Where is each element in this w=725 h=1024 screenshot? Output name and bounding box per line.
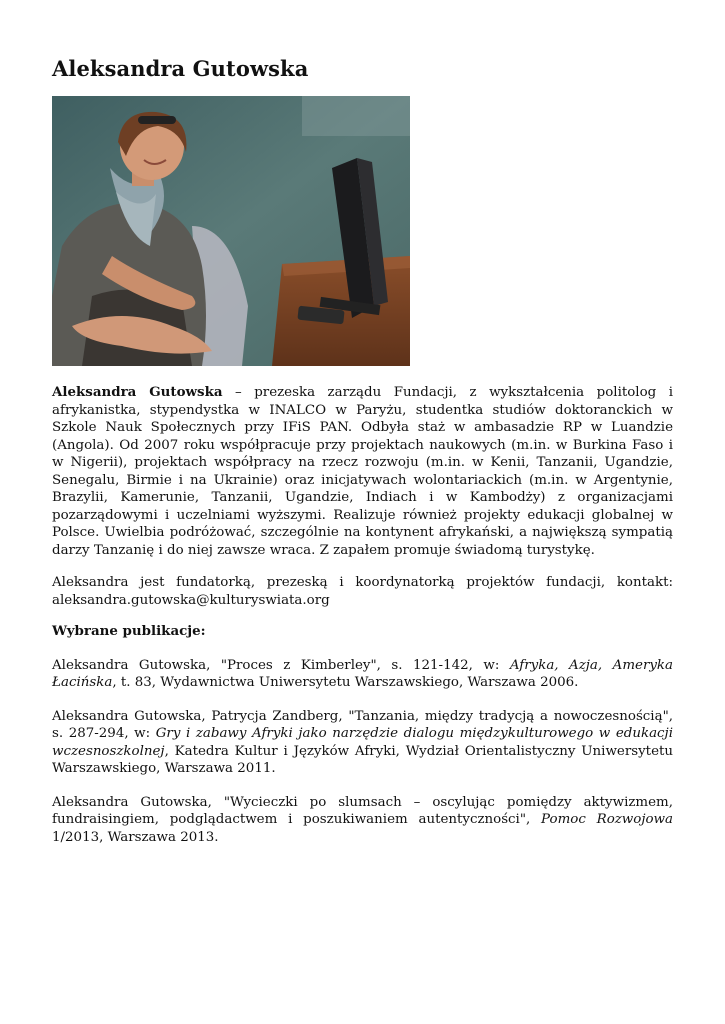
publication-text: Aleksandra Gutowska, Patrycja Zandberg, "Tanzania, między tradycją a nowoczesnością", s. 287-294, w: xyxy=(52,708,673,741)
publications-heading: Wybrane publikacje: xyxy=(52,623,206,639)
publication-source: Gry i zabawy Afryki jako narzędzie dialogu międzykulturowego w edukacji wczesnoszkolnej xyxy=(52,726,673,759)
publication-source: Pomoc Rozwojowa xyxy=(541,812,673,827)
contact-paragraph xyxy=(52,574,673,609)
publication-source: Afryka, Azja, Ameryka Łacińska xyxy=(52,657,674,690)
publication-item xyxy=(52,708,673,778)
publication-details: , Katedra Kultur i Języków Afryki, Wydział Orientalistyczny Uniwersytetu Warszawskiego, Warszawa 2011. xyxy=(52,743,673,776)
page-title: Aleksandra Gutowska xyxy=(52,56,309,81)
bio-paragraph xyxy=(52,384,673,559)
publication-text: Aleksandra Gutowska, "Wycieczki po slumsach – oscylując pomiędzy aktywizmem, fundraisingiem, podglądactwem i poszukiwaniem autentyczności", xyxy=(52,794,673,827)
bio-name: Aleksandra Gutowska xyxy=(52,384,223,400)
bio-text: – prezeska zarządu Fundacji, z wykształcenia politolog i afrykanistka, stypendystka w INALCO w Paryżu, studentka studiów doktoranckich w Szkole Nauk Społecznych przy IFiS PAN. Odbyła staż w ambasadzie RP w Luandzie (Angola). Od 2007 roku współpracuje przy projektach naukowych (m.in. w Burkina Faso i w Nigerii), projektach współpracy na rzecz rozwoju (m.in. w Kenii, Tanzanii, Ugandzie, Senegalu, Birmie i na Ukrainie) oraz inicjatywach wolontariackich (m.in. w Argentynie, Brazylii, Kamerunie, Tanzanii, Ugandzie, Indiach i w Kambodży) z organizacjami pozarządowymi i uczelniami wyższymi. Realizuje również projekty edukacji globalnej w Polsce. Uwielbia podróżować, szczególnie na kontynent afrykański, a największą sympatią darzy Tanzanię i do niej zawsze wraca. Z zapałem promuje świadomą turystykę. xyxy=(52,385,673,558)
publication-details: 1/2013, Warszawa 2013. xyxy=(52,829,219,845)
publication-text: Aleksandra Gutowska, "Proces z Kimberley", s. 121-142, w: xyxy=(52,657,510,673)
publication-item xyxy=(52,794,673,847)
contact-text: Aleksandra jest fundatorką, prezeską i koordynatorką projektów fundacji, kontakt: xyxy=(52,575,673,590)
publication-item xyxy=(52,657,673,692)
publication-details: , t. 83, Wydawnictwa Uniwersytetu Warszawskiego, Warszawa 2006. xyxy=(112,675,579,690)
portrait-photo xyxy=(52,96,410,366)
contact-email-link[interactable]: aleksandra.gutowska@kulturyswiata.org xyxy=(52,592,330,608)
article-body xyxy=(52,384,673,862)
